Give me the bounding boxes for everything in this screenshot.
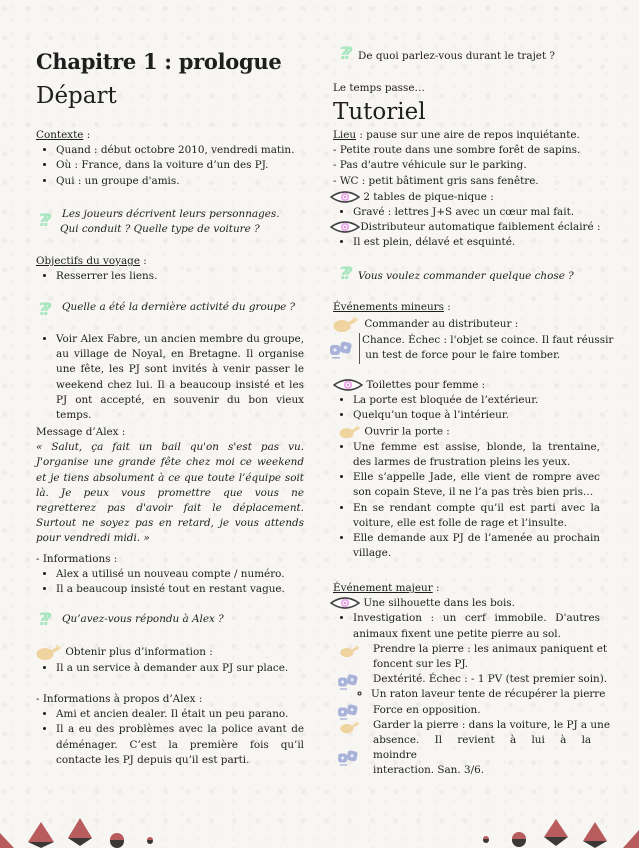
question-marks-icon: ?? — [36, 211, 48, 231]
list-item: • Une femme est assise, blonde, la trentaine, des larmes de frustration pleins les yeux. — [353, 440, 600, 470]
list-item: • Resserrer les liens. — [56, 269, 304, 284]
sub-list — [333, 687, 606, 702]
question-line: Vous voulez commander quelque chose ? — [358, 270, 574, 282]
list-item: • Quelqu’un toque à l’intérieur. — [353, 408, 600, 423]
question-marks-icon: ?? — [337, 44, 349, 64]
question-line: Quelle a été la dernière activité du groupe ? — [62, 301, 296, 313]
dice-icon — [329, 340, 353, 360]
dice-icon — [337, 749, 359, 767]
dice-shape-decoration — [0, 833, 14, 848]
message-label: Message d’Alex : — [36, 426, 126, 438]
context-label: Contexte — [36, 129, 84, 141]
pointing-hand-icon — [337, 720, 363, 734]
detail-line-justified — [373, 733, 600, 763]
dice-icon — [337, 673, 359, 691]
place-label: Lieu — [333, 129, 357, 141]
list-item: • Où : France, dans la voiture d’un des PJ. — [56, 158, 304, 173]
investigation-list — [333, 611, 600, 641]
observe-list — [330, 205, 600, 220]
decorative-dice-right — [470, 800, 639, 848]
pointing-hand-icon — [36, 643, 62, 661]
eye-icon — [330, 190, 360, 204]
place-line: - WC : petit bâtiment gris sans fenêtre. — [333, 174, 539, 187]
objectives-label: Objectifs du voyage — [36, 255, 140, 267]
action-list — [36, 661, 304, 676]
eye-icon — [330, 220, 360, 234]
observe-list — [330, 235, 600, 250]
action-block-door — [333, 424, 600, 561]
question-marks-icon: ?? — [36, 610, 48, 630]
question-block-order — [339, 266, 574, 284]
detail-line: Dextérité. Échec : - 1 PV (test premier soin). — [373, 673, 608, 686]
list-item: • Il a beaucoup insisté tout en restant vague. — [56, 582, 304, 597]
pointing-hand-icon — [331, 315, 361, 333]
list-item: • Ami et ancien dealer. Il était un peu parano. — [56, 707, 304, 722]
pyramid-decoration — [583, 822, 607, 848]
detail-line: Force en opposition. — [373, 703, 481, 716]
investigation-details — [333, 642, 610, 779]
section-title-depart: Départ — [36, 83, 117, 109]
place-line: - Pas d'autre véhicule sur le parking. — [333, 159, 527, 172]
pyramid-decoration — [544, 819, 568, 846]
place-line: - Petite route dans une sombre forêt de sapins. — [333, 144, 581, 157]
objectives-label-suffix: : — [139, 255, 147, 267]
decorative-dice-left — [0, 800, 170, 848]
minor-events-label: Événements mineurs — [333, 301, 444, 313]
place-text: : pause sur une aire de repos inquiétante. — [356, 129, 580, 141]
detail-text: absence. Il revient à lui à la moindre — [373, 734, 592, 762]
detail-line: Prendre la pierre : les animaux paniquent et — [373, 642, 608, 655]
dot-decoration — [147, 837, 153, 844]
question-line: Qui conduit ? Quelle type de voiture ? — [60, 223, 260, 236]
message-text: « Salut, ça fait un bail qu'on s'est pas vu. J'organise une grande fête chez moi ce weekend et je tiens absolument à ce que toute l’équipe soit là. Je peux vous promettre que vous ne regretterez pas d'avoir fait le déplacement. Surtout ne soyez pas en retard, je vous attends pour vendredi midi. » — [36, 441, 304, 545]
detail-line: foncent sur les PJ. — [373, 658, 468, 671]
objectives-section — [36, 254, 304, 284]
sphere-decoration — [110, 833, 124, 848]
action-label: Commander au distributeur : — [364, 318, 519, 331]
question-line: Les joueurs décrivent leurs personnages. — [62, 208, 280, 220]
observe-label: Toilettes pour femme : — [366, 379, 486, 391]
context-list — [36, 143, 304, 189]
about-alex-section — [36, 692, 304, 768]
question-block-2 — [36, 300, 306, 320]
minor-events-section — [333, 300, 614, 364]
question-block-top — [339, 46, 555, 64]
dice-icon — [337, 703, 359, 721]
observe-block-3 — [333, 378, 600, 424]
about-alex-label: - Informations à propos d’Alex : — [36, 693, 203, 705]
pyramid-decoration — [68, 818, 92, 846]
question-block-3 — [36, 610, 306, 630]
list-item: • Investigation : un cerf immobile. D'autres animaux fixent une petite pierre au sol. — [353, 611, 600, 641]
observe-list — [333, 393, 600, 423]
major-event-label: Événement majeur — [333, 582, 433, 594]
place-section — [333, 128, 600, 189]
observe-block-1 — [330, 190, 600, 220]
list-item: • La porte est bloquée de l’extérieur. — [353, 393, 600, 408]
dot-decoration — [483, 836, 489, 843]
time-passes-text: Le temps passe… — [333, 82, 425, 94]
list-item: • Il a eu des problèmes avec la police avant de déménager. C’est la première fois qu’il contacte les PJ depuis qu’il est parti. — [56, 722, 304, 768]
chapter-title: Chapitre 1 : prologue — [36, 49, 282, 74]
section-title-tutoriel: Tutoriel — [333, 99, 426, 125]
roll-line: Chance. Échec : l'objet se coince. Il faut réussir — [362, 334, 614, 347]
list-item: • Quand : début octobre 2010, vendredi matin. — [56, 143, 304, 158]
list-item: • Voir Alex Fabre, un ancien membre du groupe, au village de Noyal, en Bretagne. Il organise une fête, les PJ sont invités à venir passer le weekend chez lui. Il a beaucoup insisté et les PJ ont accepté, en souvenir du bon vieux temps. — [56, 332, 304, 423]
pointing-hand-icon — [337, 644, 363, 658]
context-section — [36, 128, 304, 189]
objectives-list — [36, 269, 304, 284]
action-label: Obtenir plus d’information : — [65, 646, 213, 658]
question-line: De quoi parlez-vous durant le trajet ? — [358, 50, 555, 62]
context-label-suffix: : — [83, 129, 91, 141]
about-alex-list — [36, 707, 304, 768]
informations-section — [36, 552, 304, 598]
pointing-hand-icon — [339, 424, 361, 439]
list-item: • Alex a utilisé un nouveau compte / numéro. — [56, 567, 304, 582]
pyramid-decoration — [28, 822, 54, 848]
question-marks-icon: ?? — [337, 264, 349, 284]
action-block-1 — [36, 643, 304, 676]
list-item: • Il a un service à demander aux PJ sur place. — [56, 661, 304, 676]
action-list — [333, 440, 600, 562]
informations-list — [36, 567, 304, 597]
list-item: ◦ Un raton laveur tente de récupérer la pierre — [371, 687, 600, 702]
sphere-decoration — [512, 832, 526, 847]
eye-icon — [333, 378, 363, 392]
list-item: • Qui : un groupe d'amis. — [56, 174, 304, 189]
minor-events-label-suffix: : — [443, 301, 451, 313]
message-section — [36, 425, 304, 547]
observe-label: 2 tables de pique-nique : — [363, 191, 494, 203]
list-item: • Elle s’appelle Jade, elle vient de rompre avec son copain Steve, il ne l’a pas très bien pris… — [353, 470, 600, 500]
question-line: Qu’avez-vous répondu à Alex ? — [62, 613, 224, 625]
detail-line: Garder la pierre : dans la voiture, le PJ a une — [373, 718, 610, 731]
question-block-1 — [38, 207, 306, 237]
question-marks-icon: ?? — [36, 300, 48, 320]
eye-icon — [330, 596, 360, 610]
observe-label: Une silhouette dans les bois. — [363, 597, 515, 610]
list-item: • Elle demande aux PJ de l’amenée au prochain village. — [353, 531, 600, 561]
observe-label: Distributeur automatique faiblement éclairé : — [360, 221, 601, 233]
list-item: • Gravé : lettres J+S avec un cœur mal fait. — [353, 205, 600, 220]
action-label: Ouvrir la porte : — [364, 425, 450, 438]
list-item: • En se rendant compte qu’il est parti avec la voiture, elle est folle de rage et l’insulte. — [353, 501, 600, 531]
major-event-section — [333, 581, 610, 779]
major-event-label-suffix: : — [432, 582, 440, 594]
activity-list — [36, 332, 304, 423]
list-item: • Il est plein, délavé et esquinté. — [353, 235, 600, 250]
roll-line: un test de force pour le faire tomber. — [362, 349, 561, 362]
informations-label: - Informations : — [36, 553, 118, 565]
detail-line: interaction. San. 3/6. — [373, 764, 485, 777]
observe-block-2 — [330, 220, 600, 250]
dice-shape-decoration — [623, 830, 639, 848]
